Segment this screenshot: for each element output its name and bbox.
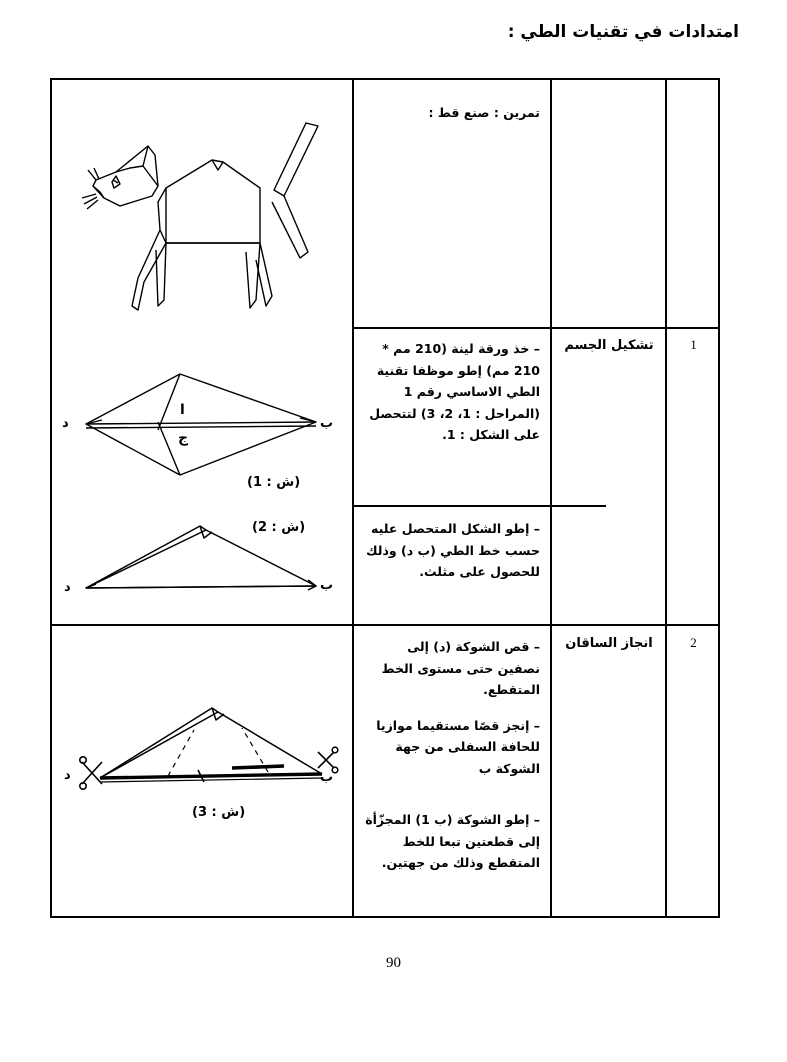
number-cell-1: 1 (690, 337, 697, 352)
triangle-cut-figure-3 (72, 690, 352, 800)
column-divider-stage (665, 80, 667, 916)
kite-label-right: ب (320, 416, 334, 431)
lesson-table (50, 78, 720, 918)
row-divider-1 (352, 327, 718, 329)
exercise-heading-cell (362, 102, 540, 124)
kite-label-left: د (62, 416, 69, 431)
instruction-text-3b: – إنجز قصًا مستقيما موازيا للحافة السفلى من جهة الشوكة ب (376, 717, 540, 776)
instruction-text-3a: – قص الشوكة (د) إلى نصفين حتى مستوى الخط المتقطع. (381, 639, 540, 697)
triangle2-label-left: د (64, 580, 71, 595)
instruction-text-1: – خذ ورقة لينة (210 مم * 210 مم) إطو موظفا تقنية الطي الاساسي رقم 1 (المراحل : 1، 2، 3) لتتحصل على الشكل : 1. (369, 341, 540, 442)
origami-cat-figure (60, 110, 350, 325)
page-number: 90 (386, 955, 401, 971)
number-cell-2: 2 (690, 635, 697, 650)
figure-2-caption: (ش : 2) (252, 520, 306, 535)
kite-label-alif: ا (180, 402, 185, 418)
figures-divider (52, 624, 352, 626)
column-divider-text (550, 80, 552, 916)
figure-1-caption: (ش : 1) (247, 475, 301, 490)
page-title: امتدادات في تقنيات الطي : (507, 22, 739, 42)
kite-label-jim: ج (178, 430, 189, 446)
column-divider-figures (352, 80, 354, 916)
instruction-cell-2 (362, 518, 540, 583)
instruction-text-3c: – إطو الشوكة (ب 1) المجزّأة إلى قطعتين تبعا للخط المتقطع وذلك من جهتين. (365, 812, 540, 870)
row-divider-2 (352, 505, 606, 507)
stage-cell-2: انجاز الساقان (565, 636, 653, 651)
triangle2-label-right: ب (320, 578, 334, 593)
kite-figure-1 (72, 362, 332, 487)
instruction-text-2: – إطو الشكل المتحصل عليه حسب خط الطي (ب د) وذلك للحصول على مثلث. (366, 521, 540, 579)
triangle3-label-right: ب (320, 770, 334, 785)
triangle3-label-left: د (64, 768, 71, 783)
instruction-cell-1 (362, 338, 540, 446)
exercise-heading: تمرين : صنع قط : (428, 105, 540, 120)
stage-cell-1: تشكيل الجسم (564, 338, 654, 353)
instruction-cell-3 (362, 636, 540, 874)
figure-3-caption: (ش : 3) (192, 805, 246, 820)
